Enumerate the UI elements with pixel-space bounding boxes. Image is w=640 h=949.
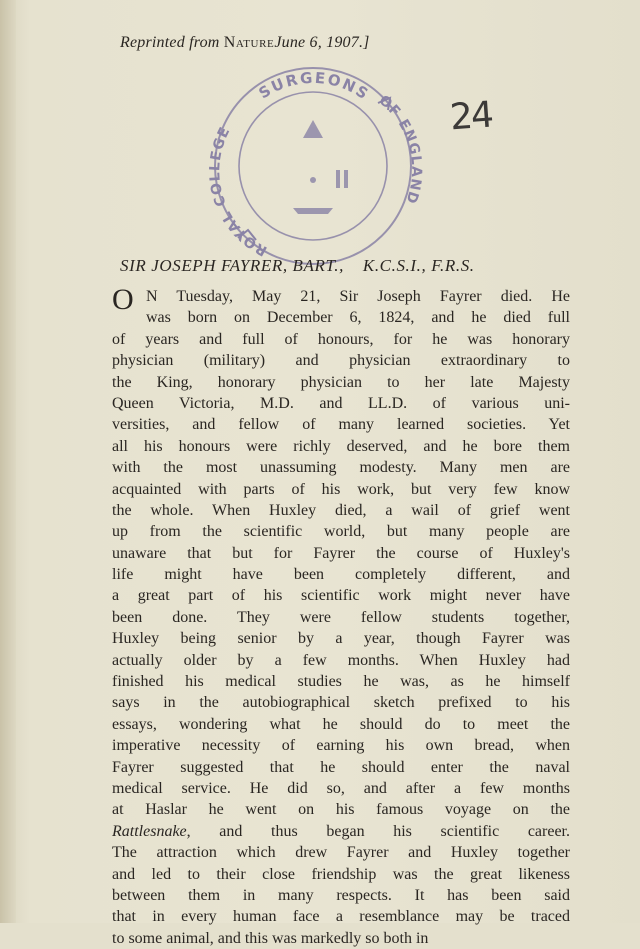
article-line: life might have been completely different, and: [112, 566, 570, 584]
article-line: was born on December 6, 1824, and he died full: [146, 309, 570, 327]
article-line: Huxley being senior by a year, though Fayrer was: [112, 630, 570, 648]
article-line: at Haslar he went on his famous voyage on the: [112, 801, 570, 819]
binding-edge: [0, 0, 16, 923]
article-line: the whole. When Huxley died, a wail of grief went: [112, 501, 570, 519]
article-body: [112, 283, 570, 949]
reprinted-from-label: Reprinted from: [120, 34, 220, 51]
article-line: The attraction which drew Fayrer and Huxley together: [112, 844, 570, 862]
article-line: all his honours were richly deserved, and he bore them: [112, 437, 570, 455]
article-line: the King, honorary physician to her late Majesty: [112, 373, 570, 391]
article-line: up from the scientific world, but many people are: [112, 523, 570, 541]
article-line: versities, and fellow of many learned societies. Yet: [112, 416, 570, 434]
article-line: Queen Victoria, M.D. and LL.D. of various uni-: [112, 394, 570, 412]
article-line: of years and full of honours, for he was honorary: [112, 330, 570, 348]
article-line: medical service. He did so, and after a few months: [112, 779, 570, 797]
reprint-header: [120, 34, 370, 52]
header-date: June 6, 1907.]: [274, 34, 370, 51]
article-line: Fayrer suggested that he should enter the naval: [112, 758, 570, 776]
article-line: imperative necessity of earning his own bread, when: [112, 737, 570, 755]
title-honours: K.C.S.I., F.R.S.: [362, 256, 475, 275]
stamp-left-text: ROYAL COLLEGE: [207, 124, 270, 259]
stamp-right-text: OF ENGLAND: [375, 92, 425, 207]
article-line: a great part of his scientific work might never have: [112, 587, 570, 605]
journal-name: Nature: [223, 34, 275, 51]
article-line: says in the autobiographical sketch prefixed to his: [112, 694, 570, 712]
article-line: between them in many respects. It has been said: [112, 886, 570, 904]
obituary-title: [120, 256, 570, 276]
article-line: with the most unassuming modesty. Many men are: [112, 459, 570, 477]
pencil-annotation: 24: [448, 94, 494, 139]
article-line: finished his medical studies he was, as he himself: [112, 673, 570, 691]
article-line: N Tuesday, May 21, Sir Joseph Fayrer died. He: [146, 288, 570, 305]
stamp-top-text: SURGEONS: [255, 68, 373, 104]
drop-cap: O: [112, 283, 134, 316]
article-line: essays, wondering what he should do to meet the: [112, 715, 570, 733]
stamp-crest-icon: [293, 120, 348, 214]
article-line: actually older by a few months. When Huxley had: [112, 651, 570, 669]
article-line: acquainted with parts of his work, but very few know: [112, 480, 570, 498]
title-name: SIR JOSEPH FAYRER, BART.,: [120, 256, 345, 275]
article-line: unaware that but for Fayrer the course of Huxley's: [112, 544, 570, 562]
article-line: that in every human face a resemblance may be traced: [112, 908, 570, 926]
article-line: and led to their close friendship was the great likeness: [112, 865, 570, 883]
article-line: Rattlesnake, and thus began his scientific career.: [112, 822, 570, 840]
article-line: physician (military) and physician extraordinary to: [112, 352, 570, 370]
article-line: to some animal, and this was markedly so both in: [112, 929, 429, 947]
library-stamp: [198, 58, 428, 268]
article-line: been done. They were fellow students together,: [112, 608, 570, 626]
